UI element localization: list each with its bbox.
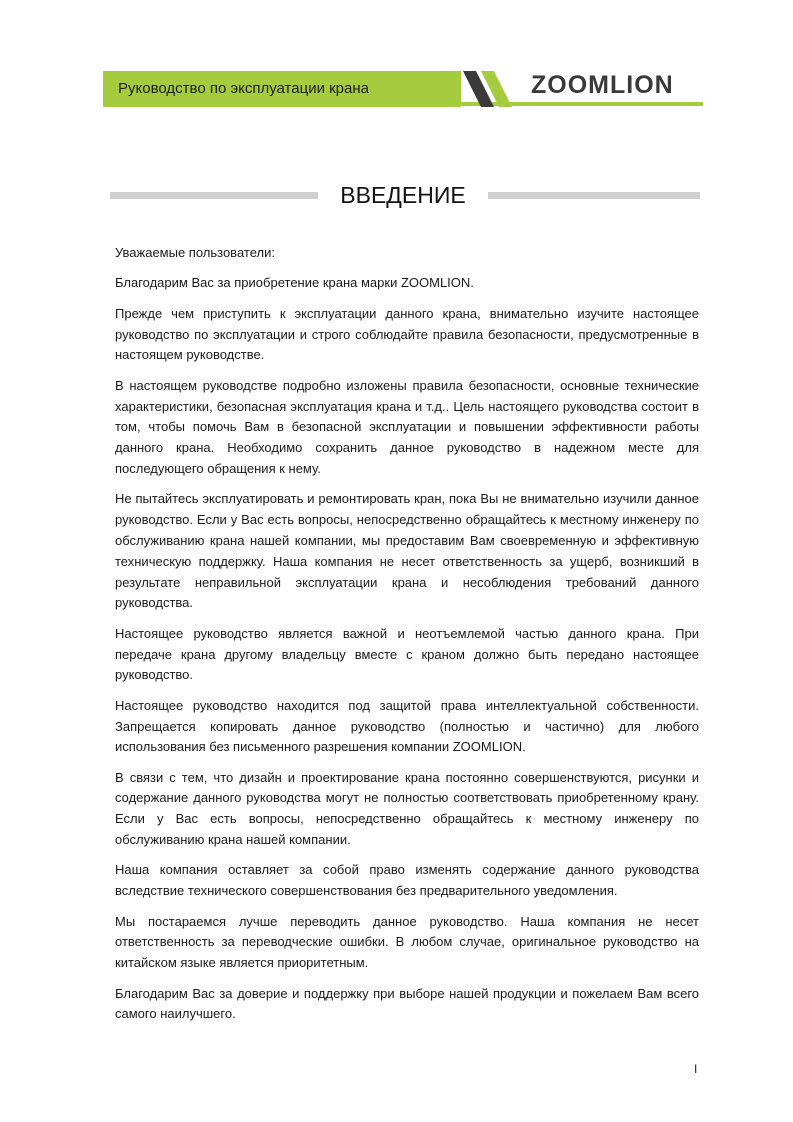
brand-logo: ZOOMLION bbox=[531, 71, 674, 99]
paragraph: Наша компания оставляет за собой право изменять содержание данного руководства вследствие технического совершенствования без предварительного уведомления. bbox=[115, 862, 699, 899]
page-header bbox=[103, 71, 703, 107]
document-body bbox=[115, 243, 699, 1035]
paragraph: Мы постараемся лучше переводить данное руководство. Наша компания не несет ответственность за переводческие ошибки. В любом случае, оригинальное руководство на китайском языке является приоритетным. bbox=[115, 913, 699, 971]
paragraph: Настоящее руководство находится под защитой права интеллектуальной собственности. Запрещается копировать данное руководство (полностью и частично) для любого использования без письменного разрешения компании ZOOMLION. bbox=[115, 697, 699, 755]
header-bar bbox=[103, 71, 461, 107]
paragraph: Настоящее руководство является важной и неотъемлемой частью данного крана. При передаче крана другому владельцу вместе с краном должно быть передано настоящее руководство. bbox=[115, 625, 699, 683]
paragraph-thanks: Благодарим Вас за приобретение крана марки ZOOMLION. bbox=[115, 275, 474, 291]
heading-divider-right bbox=[488, 192, 700, 199]
paragraph: В настоящем руководстве подробно изложены правила безопасности, основные технические характеристики, безопасная эксплуатация крана и т.д.. Цель настоящего руководства состоит в том, чтобы помочь Вам в безопасной эксплуатации и повышении эффективности работы данного крана. Необходимо сохранить данное руководство в надежном месте для последующего обращения к нему. bbox=[115, 377, 699, 476]
section-heading-row bbox=[110, 180, 700, 210]
heading-divider-left bbox=[110, 192, 318, 199]
page-number: I bbox=[694, 1062, 698, 1076]
paragraph: В связи с тем, что дизайн и проектирование крана постоянно совершенствуются, рисунки и содержание данного руководства могут не полностью соответствовать приобретенному крану. Если у Вас есть вопросы, непосредственно обращайтесь к местному инженеру по обслуживанию крана нашей компании. bbox=[115, 769, 699, 848]
paragraph: Не пытайтесь эксплуатировать и ремонтировать кран, пока Вы не внимательно изучили данное руководство. Если у Вас есть вопросы, непосредственно обращайтесь к местному инженеру по обслуживанию крана нашей компании, мы предоставим Вам своевременную и эффективную техническую поддержку. Наша компания не несет ответственность за ущерб, возникший в результате неправильной эксплуатации крана и несоблюдения требований данного руководства. bbox=[115, 491, 699, 611]
page-title: ВВЕДЕНИЕ bbox=[340, 182, 466, 208]
paragraph-closing: Благодарим Вас за доверие и поддержку при выборе нашей продукции и пожелаем Вам всего самого наилучшего. bbox=[115, 985, 699, 1022]
paragraph-greeting: Уважаемые пользователи: bbox=[115, 245, 275, 260]
paragraph: Прежде чем приступить к эксплуатации данного крана, внимательно изучите настоящее руководство по эксплуатации и строго соблюдайте правила безопасности, предусмотренные в настоящем руководстве. bbox=[115, 305, 699, 363]
header-title: Руководство по эксплуатации крана bbox=[118, 80, 369, 97]
